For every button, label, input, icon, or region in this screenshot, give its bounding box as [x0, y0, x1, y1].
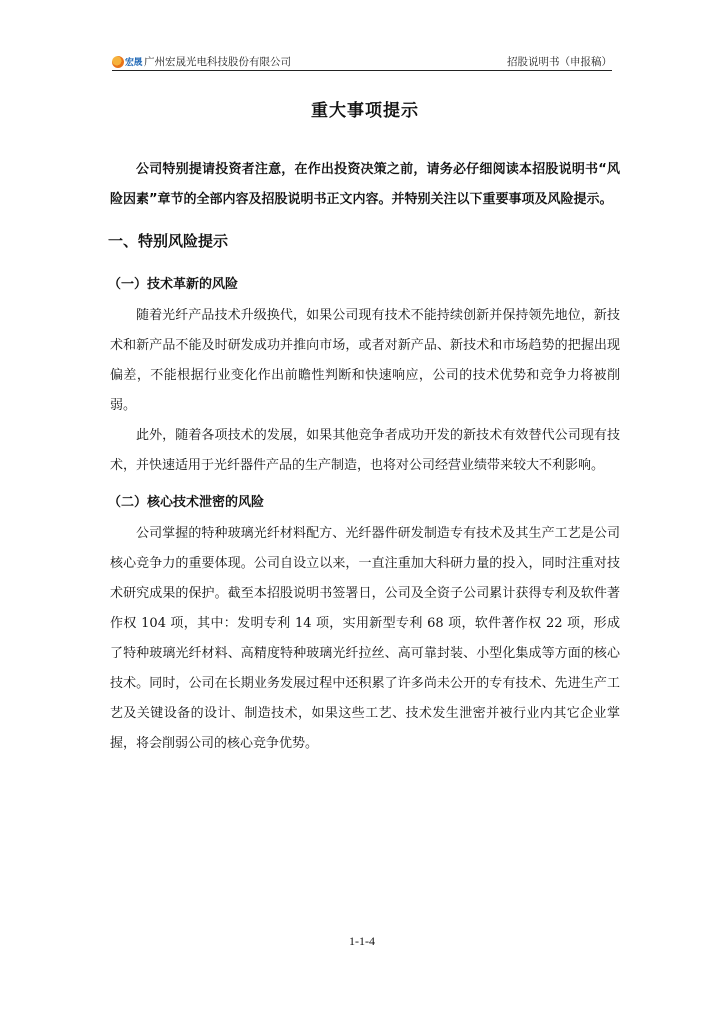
- intro-paragraph: 公司特别提请投资者注意，在作出投资决策之前，请务必仔细阅读本招股说明书“风险因素”章节的全部内容及招股说明书正文内容。并特别关注以下重要事项及风险提示。: [110, 162, 620, 207]
- page-content: [110, 88, 620, 759]
- body-paragraph: 公司掌握的特种玻璃光纤材料配方、光纤器件研发制造专有技术及其生产工艺是公司核心竞争力的重要体现。公司自设立以来，一直注重加大科研力量的投入，同时注重对技术研究成果的保护。截至本招股说明书签署日，公司及全资子公司累计获得专利及软件著作权 104 项，其中：发明专利 14 项，实用新型专利 68 项，软件著作权 22 项，形成了特种玻璃光纤材料、高精度特种玻璃光纤拉丝、高可靠封装、小型化集成等方面的核心技术。同时，公司在长期业务发展过程中还积累了许多尚未公开的专有技术、先进生产工艺及关键设备的设计、制造技术，如果这些工艺、技术发生泄密并被行业内其它企业掌握，将会削弱公司的核心竞争优势。: [110, 526, 620, 751]
- company-logo: [112, 54, 291, 69]
- body-paragraph: 此外，随着各项技术的发展，如果其他竞争者成功开发的新技术有效替代公司现有技术，并快速适用于光纤器件产品的生产制造，也将对公司经营业绩带来较大不利影响。: [110, 428, 620, 473]
- page-header: [112, 50, 612, 71]
- company-name: 广州宏晟光电科技股份有限公司: [144, 56, 292, 68]
- body-paragraph: 随着光纤产品技术升级换代，如果公司现有技术不能持续创新并保持领先地位，新技术和新产品不能及时研发成功并推向市场，或者对新产品、新技术和市场趋势的把握出现偏差，不能根据行业变化作出前瞻性判断和快速响应，公司的技术优势和竞争力将被削弱。: [110, 308, 620, 413]
- page-number: 1-1-4: [349, 934, 375, 948]
- logo-text: 宏晟: [125, 58, 143, 68]
- subsection-heading-tech-innovation: （一）技术革新的风险: [108, 277, 239, 292]
- subsection-heading-tech-leak: （二）核心技术泄密的风险: [108, 495, 265, 510]
- document-type: 招股说明书（申报稿）: [507, 56, 612, 68]
- logo-icon: [112, 56, 124, 68]
- section-heading: 一、特别风险提示: [108, 232, 229, 250]
- page-title: 重大事项提示: [311, 101, 419, 121]
